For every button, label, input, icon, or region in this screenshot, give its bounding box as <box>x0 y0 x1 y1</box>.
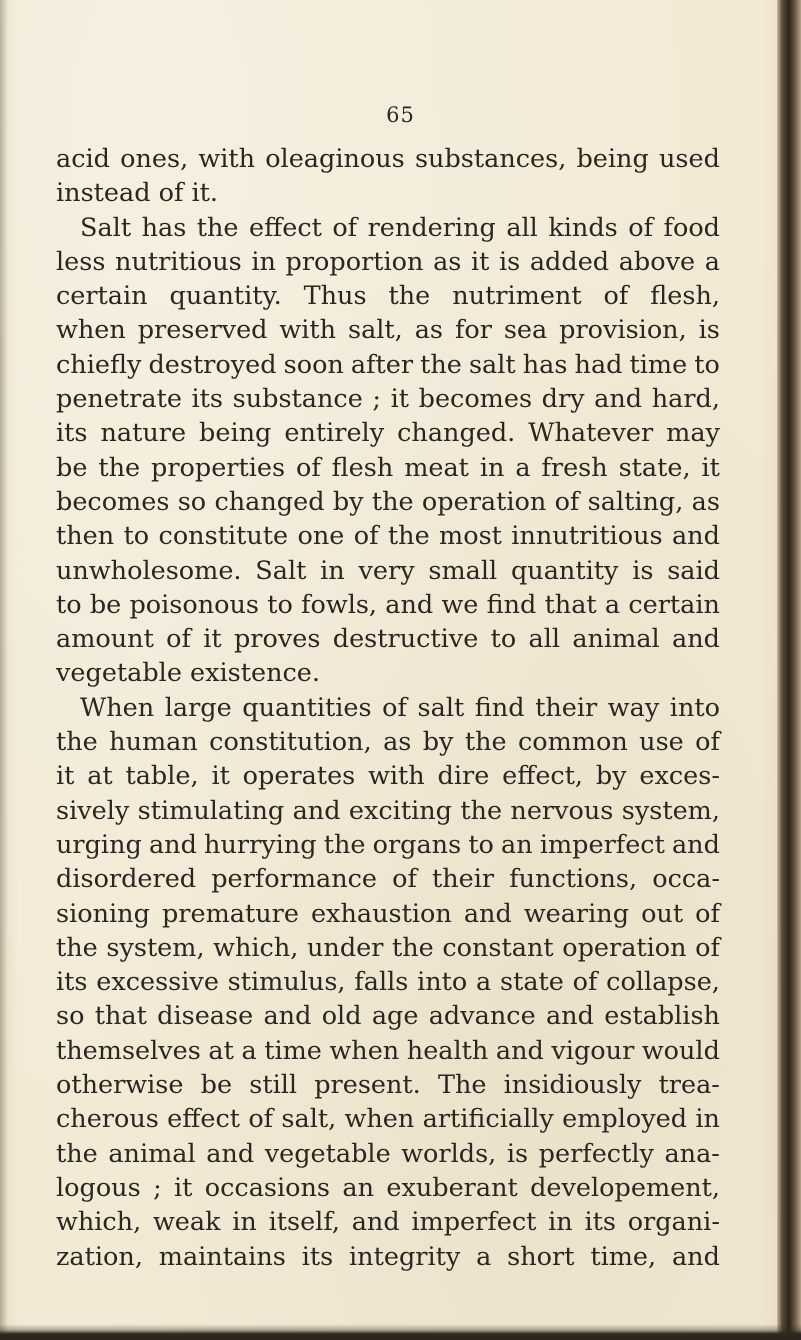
text-line <box>0 1205 801 1239</box>
text-line-content: vegetable existence. <box>56 658 320 689</box>
text-line <box>0 828 801 862</box>
text-line-content: otherwise be still present. The insidiously trea- <box>56 1070 720 1101</box>
text-line <box>0 931 801 965</box>
text-line-content: to be poisonous to fowls, and we find that a certain <box>56 589 720 620</box>
text-line <box>0 897 801 931</box>
text-line-content: amount of it proves destructive to all animal and <box>56 624 720 655</box>
text-line-content: When large quantities of salt find their way into <box>80 692 720 723</box>
text-line <box>0 142 801 176</box>
text-line <box>0 176 801 210</box>
text-line <box>0 1137 801 1171</box>
text-line <box>0 622 801 656</box>
text-line <box>0 348 801 382</box>
text-line <box>0 416 801 450</box>
text-line <box>0 1171 801 1205</box>
text-line <box>0 588 801 622</box>
text-line-content: becomes so changed by the operation of salting, as <box>56 486 720 517</box>
text-line-content: the animal and vegetable worlds, is perfectly ana- <box>56 1138 720 1169</box>
text-line-content: themselves at a time when health and vigour would <box>56 1035 720 1066</box>
text-line-content: unwholesome. Salt in very small quantity is said <box>56 555 720 586</box>
text-line <box>0 382 801 416</box>
text-line-content: penetrate its substance ; it becomes dry and hard, <box>56 384 720 415</box>
text-line <box>0 965 801 999</box>
text-line-content: instead of it. <box>56 178 219 209</box>
text-line <box>0 725 801 759</box>
text-line <box>0 1102 801 1136</box>
text-line-content: sively stimulating and exciting the nervous system, <box>56 795 720 826</box>
body-text <box>0 142 801 1274</box>
text-line-content: Salt has the effect of rendering all kinds of food <box>80 212 720 243</box>
text-line-content: chiefly destroyed soon after the salt has had time to <box>56 349 720 380</box>
text-line-content: zation, maintains its integrity a short time, and <box>56 1241 720 1272</box>
page-number: 65 <box>386 103 415 127</box>
text-line-content: its excessive stimulus, falls into a state of collapse, <box>56 967 720 998</box>
text-line-content: acid ones, with oleaginous substances, being used <box>56 144 720 174</box>
text-line <box>0 862 801 896</box>
text-line-content: its nature being entirely changed. Whatever may <box>56 418 720 449</box>
text-line-content: so that disease and old age advance and establish <box>56 1001 720 1032</box>
text-line-content: which, weak in itself, and imperfect in its organi- <box>56 1207 720 1238</box>
text-line-content: when preserved with salt, as for sea provision, is <box>56 315 720 346</box>
text-line <box>0 554 801 588</box>
text-line <box>0 759 801 793</box>
text-line <box>0 485 801 519</box>
text-line <box>0 211 801 245</box>
text-line <box>0 313 801 347</box>
page-bottom-edge <box>0 1324 801 1340</box>
text-line-content: certain quantity. Thus the nutriment of flesh, <box>56 281 720 312</box>
text-line <box>0 1240 801 1274</box>
text-line-content: urging and hurrying the organs to an imperfect and <box>56 829 720 860</box>
text-line <box>0 245 801 279</box>
text-line-content: sioning premature exhaustion and wearing out of <box>56 898 720 929</box>
text-line <box>0 691 801 725</box>
text-line <box>0 999 801 1033</box>
text-line-content: logous ; it occasions an exuberant developement, <box>56 1172 720 1203</box>
text-line-content: less nutritious in proportion as it is added above a <box>56 246 720 277</box>
text-line-content: be the properties of flesh meat in a fresh state, it <box>56 452 720 483</box>
text-line-content: disordered performance of their functions, occa- <box>56 864 720 895</box>
text-line <box>0 1068 801 1102</box>
text-line <box>0 656 801 690</box>
text-line <box>0 279 801 313</box>
text-line <box>0 794 801 828</box>
text-line <box>0 519 801 553</box>
text-line-content: the human constitution, as by the common use of <box>56 727 720 758</box>
text-line <box>0 1034 801 1068</box>
text-line-content: cherous effect of salt, when artificially employed in <box>56 1104 720 1135</box>
text-line-content: it at table, it operates with dire effect, by exces- <box>56 761 720 792</box>
text-line <box>0 451 801 485</box>
text-line-content: the system, which, under the constant operation of <box>56 932 720 963</box>
text-line-content: then to constitute one of the most innutritious and <box>56 521 720 552</box>
